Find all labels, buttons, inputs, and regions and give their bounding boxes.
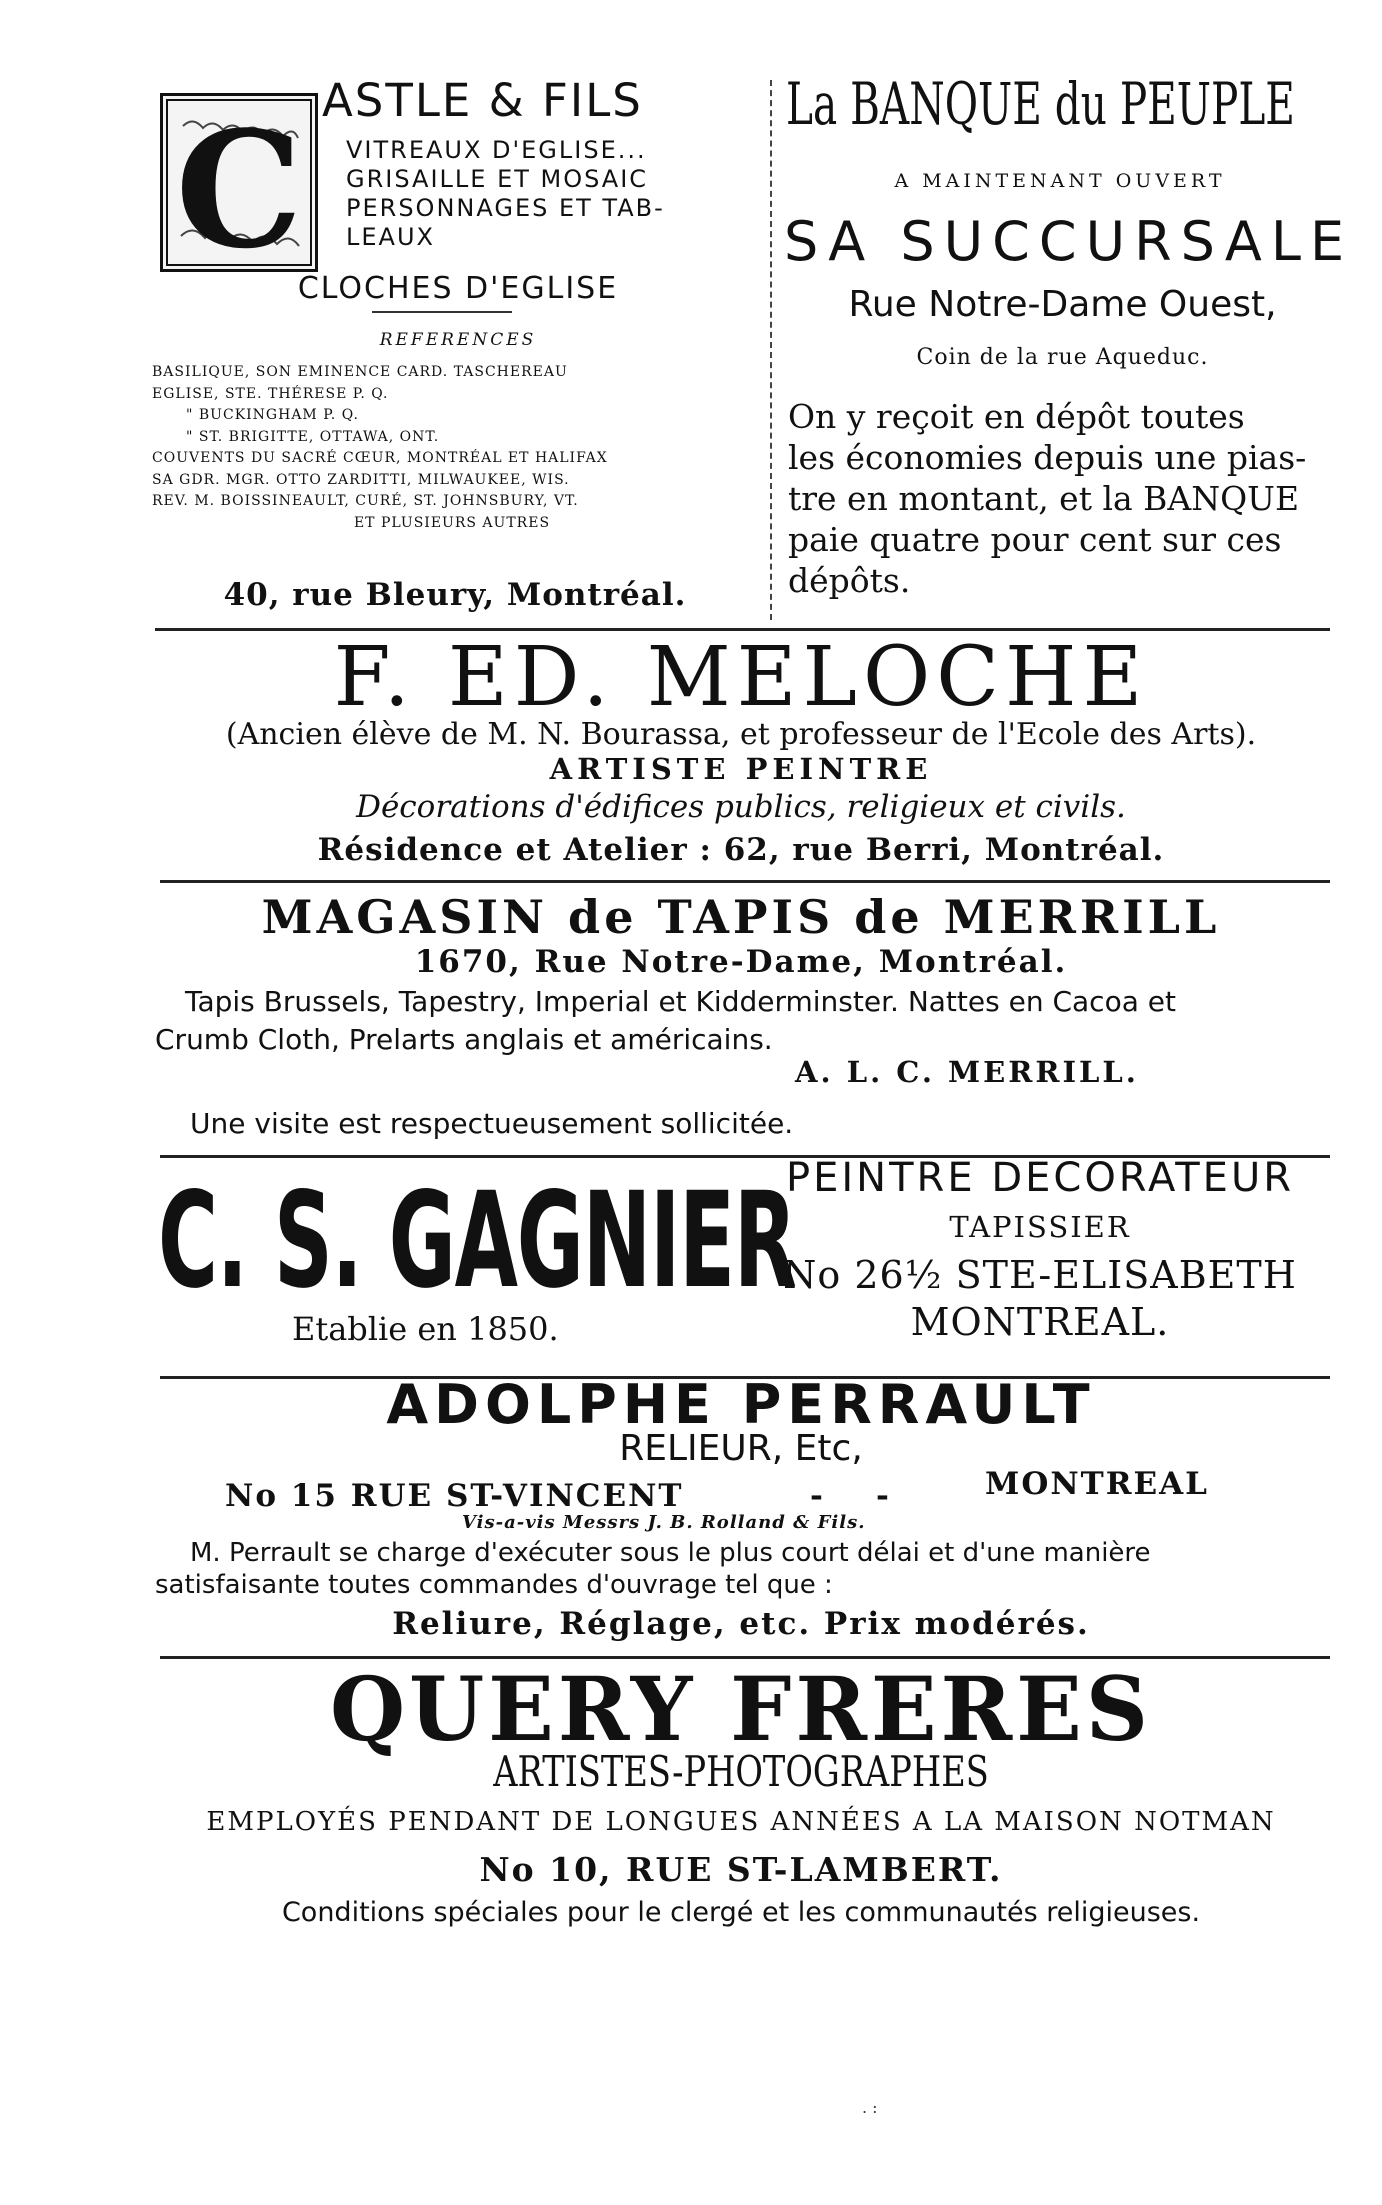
perrault-body-line: satisfaisante toutes commandes d'ouvrage tel que :: [155, 1570, 833, 1600]
merrill-visit: Une visite est respectueusement sollicitée.: [190, 1107, 794, 1140]
gagnier-established: Etablie en 1850.: [292, 1310, 559, 1348]
section-divider: [160, 880, 1330, 883]
column-divider: [770, 80, 774, 620]
reference-item: " BUCKINGHAM P. Q.: [186, 407, 359, 423]
reference-item: EGLISE, STE. THÉRESE P. Q.: [152, 385, 389, 402]
references-heading: REFERENCES: [379, 330, 537, 350]
query-employes: EMPLOYÉS PENDANT DE LONGUES ANNÉES A LA MAISON NOTMAN: [206, 1807, 1276, 1837]
perrault-body: [155, 1537, 1335, 1601]
castle-address: 40, rue Bleury, Montréal.: [223, 577, 687, 613]
perrault-title: ADOLPHE PERRAULT: [386, 1373, 1096, 1436]
merrill-address: 1670, Rue Notre-Dame, Montréal.: [414, 944, 1068, 980]
dropcap-letter: C: [175, 96, 303, 269]
page-mark: . :: [862, 2098, 878, 2117]
banque-body-line: dépôts.: [788, 561, 911, 600]
banque-body-line: tre en montant, et la BANQUE: [788, 479, 1300, 518]
merrill-body-line: Tapis Brussels, Tapestry, Imperial et Kidderminster. Nattes en Cacoa et: [185, 985, 1176, 1018]
banque-line1: A MAINTENANT OUVERT: [894, 170, 1226, 192]
perrault-address-right: MONTREAL: [985, 1466, 1209, 1502]
query-conditions: Conditions spéciales pour le clergé et les communautés religieuses.: [281, 1897, 1201, 1928]
reference-item: COUVENTS DU SACRÉ CŒUR, MONTRÉAL ET HALIFAX: [152, 450, 608, 466]
merrill-title: MAGASIN de TAPIS de MERRILL: [261, 890, 1221, 944]
gagnier-title: C. S. GAGNIER: [158, 1164, 796, 1318]
query-subtitle: ARTISTES-PHOTOGRAPHES: [493, 1747, 989, 1796]
banque-rue: Rue Notre-Dame Ouest,: [848, 284, 1277, 325]
perrault-address-separator: - -: [810, 1478, 891, 1514]
perrault-vis-a-vis: Vis-a-vis Messrs J. B. Rolland & Fils.: [462, 1512, 866, 1533]
merrill-body-line: Crumb Cloth, Prelarts anglais et américains.: [155, 1023, 773, 1056]
perrault-address-left: No 15 RUE ST-VINCENT: [225, 1478, 684, 1514]
gagnier-role2: TAPISSIER: [949, 1210, 1131, 1244]
banque-body-line: les économies depuis une pias-: [788, 438, 1307, 477]
meloche-decorations: Décorations d'édifices publics, religieux et civils.: [356, 789, 1126, 825]
gagnier-city: MONTREAL.: [910, 1300, 1170, 1344]
ornamental-letter-icon: [163, 96, 315, 269]
meloche-title: F. ED. MELOCHE: [333, 630, 1149, 725]
meloche-residence: Résidence et Atelier : 62, rue Berri, Montréal.: [317, 832, 1165, 868]
castle-cloches: CLOCHES D'EGLISE: [297, 271, 619, 306]
banque-body-line: paie quatre pour cent sur ces: [788, 520, 1282, 559]
banque-coin: Coin de la rue Aqueduc.: [916, 345, 1209, 370]
perrault-body-line: M. Perrault se charge d'exécuter sous le plus court délai et d'une manière: [190, 1538, 1151, 1568]
gagnier-street: No 26½ STE-ELISABETH: [783, 1253, 1297, 1297]
castle-line-2: GRISAILLE ET MOSAIC: [346, 165, 649, 193]
banque-body-line: On y reçoit en dépôt toutes: [788, 397, 1245, 436]
reference-item: BASILIQUE, SON EMINENCE CARD. TASCHEREAU: [152, 364, 568, 380]
castle-line-1: VITREAUX D'EGLISE...: [346, 136, 647, 164]
references-list: [152, 362, 752, 534]
reference-item: " ST. BRIGITTE, OTTAWA, ONT.: [186, 428, 440, 445]
castle-line-3: PERSONNAGES ET TAB-: [346, 194, 665, 222]
banque-succursale: SA SUCCURSALE: [784, 210, 1354, 273]
query-address: No 10, RUE ST-LAMBERT.: [479, 1850, 1003, 1889]
gagnier-role: PEINTRE DECORATEUR: [785, 1155, 1295, 1201]
perrault-subtitle: RELIEUR, Etc,: [619, 1428, 863, 1469]
merrill-body: [155, 983, 1335, 1059]
meloche-profession: ARTISTE PEINTRE: [549, 752, 933, 786]
reference-item: SA GDR. MGR. OTTO ZARDITTI, MILWAUKEE, WIS.: [152, 471, 570, 488]
query-title: QUERY FRERES: [329, 1657, 1153, 1761]
banque-title: La BANQUE du PEUPLE: [786, 70, 1295, 138]
reference-item: ET PLUSIEURS AUTRES: [353, 514, 551, 531]
reference-item: REV. M. BOISSINEAULT, CURÉ, ST. JOHNSBURY, VT.: [152, 493, 579, 509]
banque-body: [788, 396, 1333, 601]
perrault-footer: Reliure, Réglage, etc. Prix modérés.: [392, 1606, 1090, 1642]
cloches-underline: [372, 311, 512, 313]
castle-title: ASTLE & FILS: [322, 74, 643, 127]
castle-line-4: LEAUX: [346, 223, 435, 251]
castle-dropcap: [160, 93, 318, 272]
meloche-subtitle: (Ancien élève de M. N. Bourassa, et professeur de l'Ecole des Arts).: [225, 717, 1257, 752]
merrill-name: A. L. C. MERRILL.: [795, 1055, 1139, 1089]
